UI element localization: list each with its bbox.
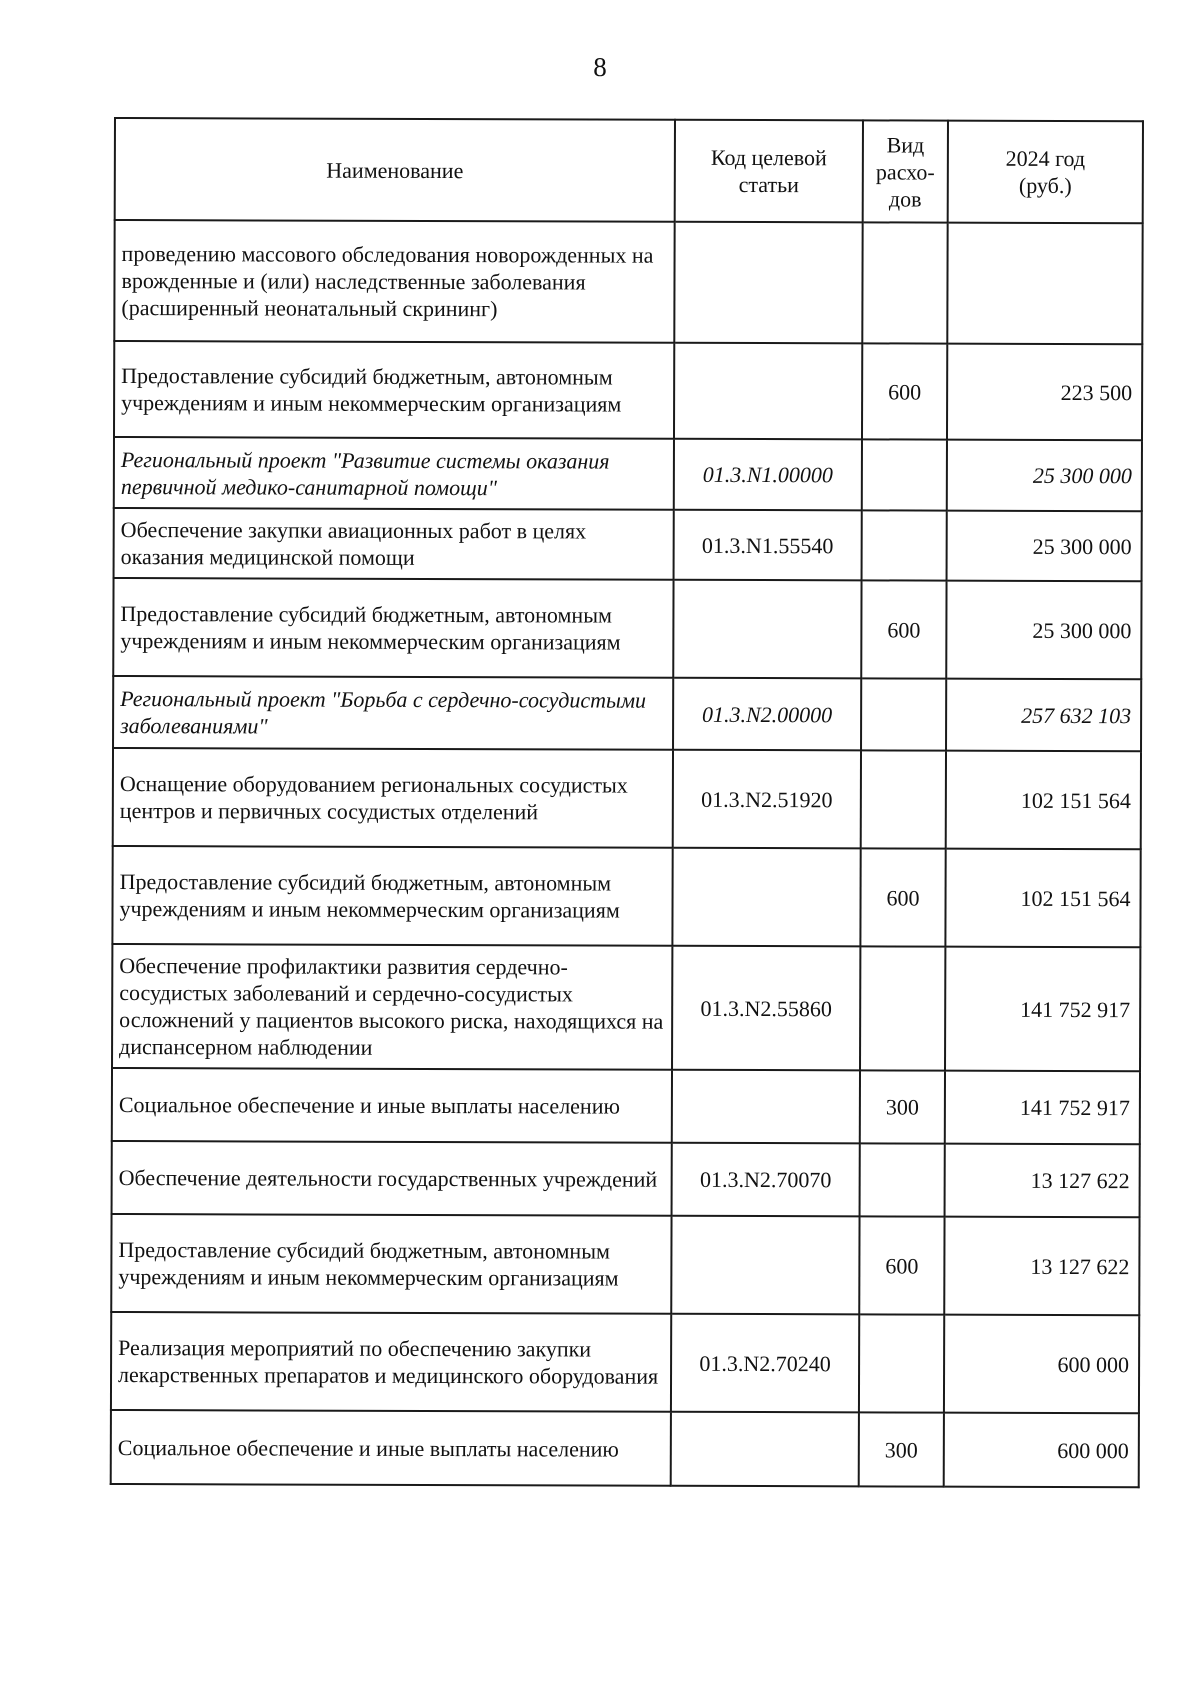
row-amount: 257 632 103 <box>946 679 1141 752</box>
row-kind <box>862 222 947 343</box>
row-name: Обеспечение деятельности государственных учреждений <box>112 1141 672 1216</box>
budget-table <box>110 117 1144 1488</box>
row-kind <box>859 1314 944 1412</box>
row-code: 01.3.N2.00000 <box>673 678 861 751</box>
row-code <box>671 1216 859 1315</box>
table-row <box>112 944 1140 1071</box>
row-code <box>672 1070 860 1144</box>
row-name: Социальное обеспечение и иные выплаты населению <box>112 1068 672 1143</box>
page-number: 8 <box>593 52 607 82</box>
table-row <box>111 1214 1139 1315</box>
table-row <box>113 748 1141 849</box>
row-name: Региональный проект "Развитие системы оказания первичной медико-санитарной помощи" <box>114 437 674 510</box>
table-row <box>111 1410 1139 1487</box>
table-row <box>114 508 1142 581</box>
table-row <box>112 1068 1140 1144</box>
row-kind <box>862 439 947 510</box>
row-name: Реализация мероприятий по обеспечению закупки лекарственных препаратов и медицинского оборудования <box>111 1312 671 1412</box>
row-name: Обеспечение закупки авиационных работ в целях оказания медицинской помощи <box>114 508 674 580</box>
row-amount: 223 500 <box>947 344 1142 441</box>
row-kind: 300 <box>859 1412 944 1486</box>
row-name: Региональный проект "Борьба с сердечно-сосудистыми заболеваниями" <box>113 676 673 750</box>
row-code <box>672 848 860 947</box>
row-code: 01.3.N2.70070 <box>672 1143 860 1217</box>
row-kind <box>861 678 946 750</box>
row-code: 01.3.N1.55540 <box>674 510 862 581</box>
row-amount <box>947 223 1142 345</box>
row-name: Оснащение оборудованием региональных сосудистых центров и первичных сосудистых отделений <box>113 748 673 848</box>
row-kind <box>860 1143 945 1216</box>
header-name: Наименование <box>115 118 675 222</box>
row-amount: 25 300 000 <box>947 511 1142 582</box>
table-header-row <box>115 118 1143 223</box>
row-kind: 600 <box>861 580 946 678</box>
row-name: Предоставление субсидий бюджетным, автономным учреждениям и иным некоммерческим организациям <box>111 1214 671 1314</box>
row-name: Предоставление субсидий бюджетным, автономным учреждениям и иным некоммерческим организациям <box>113 578 673 678</box>
row-code <box>673 580 861 679</box>
row-amount: 141 752 917 <box>945 947 1140 1072</box>
row-amount: 25 300 000 <box>946 581 1141 680</box>
row-amount: 102 151 564 <box>945 849 1140 948</box>
table-row <box>114 220 1142 344</box>
row-amount: 141 752 917 <box>945 1071 1140 1145</box>
row-name: Предоставление субсидий бюджетным, автономным учреждениям и иным некоммерческим организациям <box>112 846 672 946</box>
row-kind: 600 <box>859 1216 944 1314</box>
row-kind: 600 <box>860 848 945 946</box>
table-row <box>112 846 1140 947</box>
row-amount: 102 151 564 <box>946 751 1141 850</box>
table-row <box>114 437 1142 511</box>
row-name: Социальное обеспечение и иные выплаты населению <box>111 1410 671 1486</box>
row-amount: 600 000 <box>944 1413 1139 1488</box>
table-row <box>112 1141 1140 1217</box>
row-name: Предоставление субсидий бюджетным, автономным учреждениям и иным некоммерческим организациям <box>114 341 674 439</box>
table-row <box>113 578 1141 679</box>
row-kind <box>860 946 945 1070</box>
row-amount: 13 127 622 <box>944 1217 1139 1316</box>
row-code: 01.3.N2.55860 <box>672 946 860 1071</box>
row-kind: 600 <box>862 343 947 439</box>
row-kind <box>861 750 946 848</box>
table-row <box>113 676 1141 751</box>
row-code: 01.3.N2.70240 <box>671 1314 859 1413</box>
row-code <box>674 222 862 344</box>
table-row <box>111 1312 1139 1413</box>
header-expense-kind: Вид расхо- дов <box>863 120 948 222</box>
row-code: 01.3.N1.00000 <box>674 439 862 511</box>
header-target-code: Код целевой статьи <box>675 120 863 223</box>
row-code <box>671 1412 859 1487</box>
row-amount: 25 300 000 <box>947 440 1142 512</box>
row-code: 01.3.N2.51920 <box>673 750 861 849</box>
table-row <box>114 341 1142 440</box>
row-name: Обеспечение профилактики развития сердечно-сосудистых заболеваний и сердечно-сосудистых осложнений у пациентов высокого риска, находящихся на диспансерном наблюдении <box>112 944 672 1070</box>
row-name: проведению массового обследования новорожденных на врожденные и (или) наследственные заболевания (расширенный неонатальный скрининг) <box>114 220 674 343</box>
header-year-2024: 2024 год (руб.) <box>948 121 1143 224</box>
row-code <box>674 343 862 440</box>
row-kind: 300 <box>860 1070 945 1143</box>
row-amount: 600 000 <box>944 1315 1139 1414</box>
row-kind <box>862 510 947 580</box>
row-amount: 13 127 622 <box>945 1144 1140 1218</box>
